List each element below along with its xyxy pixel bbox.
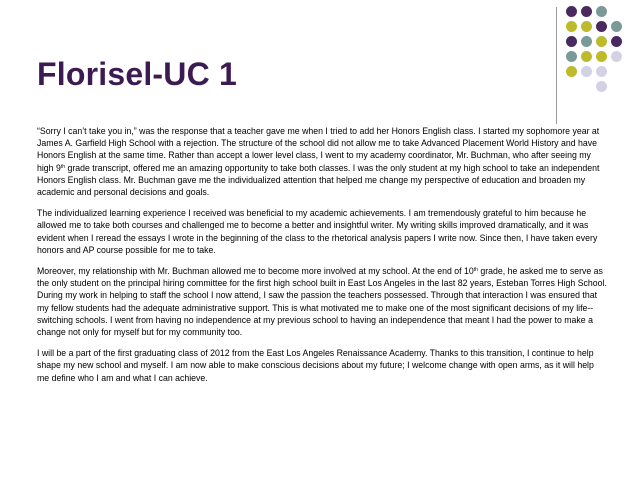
dot-lavender — [581, 66, 592, 77]
dot-lavender — [596, 81, 607, 92]
dot-lavender — [596, 66, 607, 77]
paragraph: Moreover, my relationship with Mr. Buchman allowed me to become more involved at my school. At the end of 10th grade, he asked me to serve as the only student on the principal hiring committee for the first high school built in East Los Angeles in the last 82 years, Esteban Torres High School. During my work in helping to staff the school I now attend, I saw the passion the teachers possessed. Through that interaction I was ensured that my fellow students had the adequate administrative support. This is what motivated me to make one of the most significant decisions of my life--switching schools. I went from having no independence at my previous school to having an independence that meant I had the power to make a change not only for myself but for my community too. — [37, 266, 607, 338]
decorative-dot-grid — [566, 6, 638, 106]
dot-teal — [611, 21, 622, 32]
dot-purple — [581, 6, 592, 17]
slide-body — [37, 125, 607, 393]
slide-title: Florisel-UC 1 — [37, 56, 237, 92]
dot-olive — [581, 21, 592, 32]
dot-teal — [566, 51, 577, 62]
dot-olive — [596, 51, 607, 62]
dot-lavender — [611, 51, 622, 62]
dot-teal — [581, 36, 592, 47]
dot-olive — [581, 51, 592, 62]
dot-purple — [596, 21, 607, 32]
dot-purple — [611, 36, 622, 47]
paragraph: I will be a part of the first graduating class of 2012 from the East Los Angeles Renaissance Academy. Thanks to this transition, I continue to help shape my new school and myself. I am now able to make conscious decisions about my future; I welcome change with open arms, as it will help me define who I am and what I can achieve. — [37, 348, 594, 383]
dot-teal — [596, 6, 607, 17]
dot-olive — [596, 36, 607, 47]
dot-olive — [566, 66, 577, 77]
dot-olive — [566, 21, 577, 32]
paragraph: “Sorry I can’t take you in,” was the response that a teacher gave me when I tried to add her Honors English class. I started my sophomore year at James A. Garfield High School with a rejection. The structure of the school did not allow me to take Advanced Placement World History and have Honors English at the same time. Rather than accept a lower level class, I went to my academy coordinator, Mr. Buchman, who after seeing my high 9th grade transcript, offered me an amazing opportunity to take both classes. I was the only student at my high school to take an independent Honors English class. Mr. Buchman gave me the individualized attention that helped me change my perspective of education and broaden my academic and personal decisions and goals. — [37, 126, 600, 198]
title-divider-line — [556, 7, 557, 124]
dot-purple — [566, 6, 577, 17]
dot-purple — [566, 36, 577, 47]
paragraph: The individualized learning experience I received was beneficial to my academic achievements. I am tremendously grateful to him because he allowed me to take both courses and challenged me to become a better and insightful writer. My writing skills improved dramatically, and it was evident when I reread the essays I wrote in the beginning of the class to the rhetorical analysis papers I write now. Since then, I have taken every honors and AP course possible for me to take. — [37, 208, 598, 255]
